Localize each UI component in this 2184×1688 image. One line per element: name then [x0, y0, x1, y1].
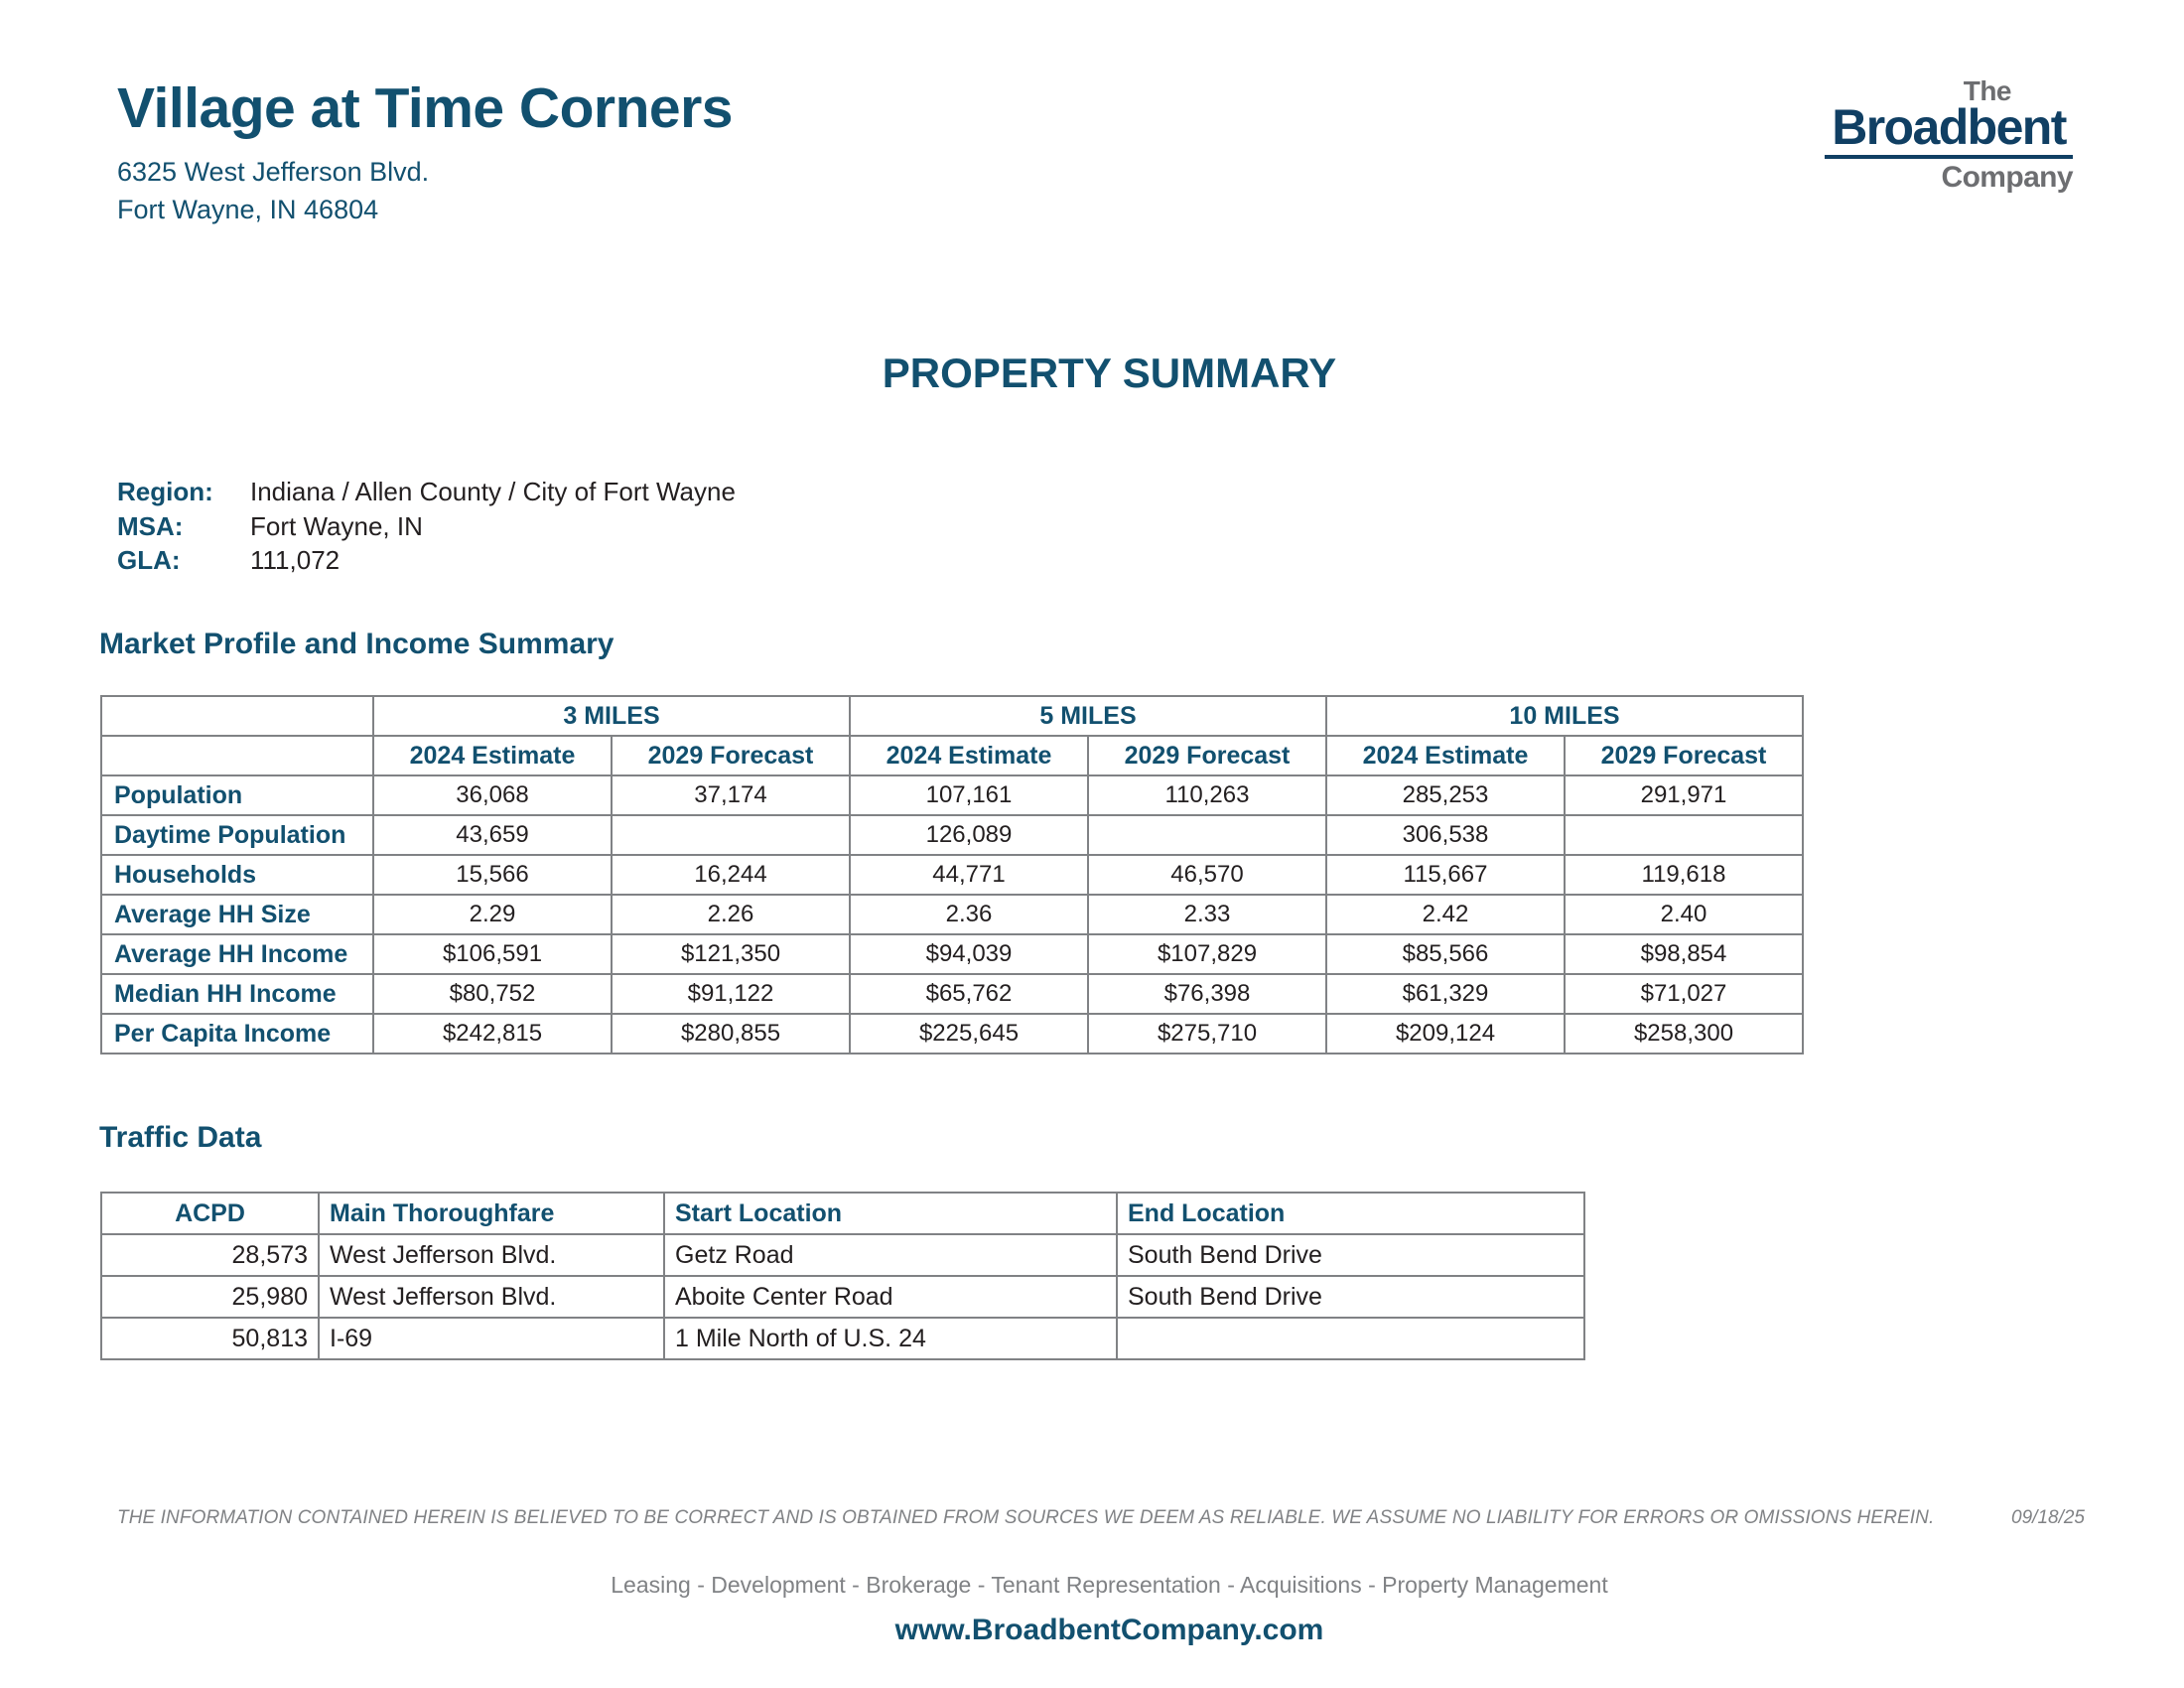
cell-start-location: Aboite Center Road	[664, 1276, 1117, 1318]
cell: 306,538	[1326, 815, 1565, 855]
property-header	[117, 76, 733, 229]
cell: 37,174	[612, 775, 850, 815]
corner-cell-2	[101, 736, 373, 775]
cell	[612, 815, 850, 855]
market-profile-table	[100, 695, 1804, 1055]
row-label-households: Households	[101, 855, 373, 895]
cell: 291,971	[1565, 775, 1803, 815]
property-address-line2: Fort Wayne, IN 46804	[117, 195, 379, 225]
cell: $91,122	[612, 974, 850, 1014]
table-row	[101, 775, 1803, 815]
cell-thoroughfare: I-69	[319, 1318, 664, 1359]
cell-thoroughfare: West Jefferson Blvd.	[319, 1234, 664, 1276]
cell-start-location: 1 Mile North of U.S. 24	[664, 1318, 1117, 1359]
traffic-col-acpd: ACPD	[101, 1193, 319, 1234]
table-group-header-row	[101, 696, 1803, 736]
subheader-10mi-2024: 2024 Estimate	[1326, 736, 1565, 775]
cell: $98,854	[1565, 934, 1803, 974]
market-profile-heading: Market Profile and Income Summary	[99, 628, 614, 660]
cell-acpd: 25,980	[101, 1276, 319, 1318]
traffic-header-row	[101, 1193, 1584, 1234]
cell: $106,591	[373, 934, 612, 974]
traffic-col-thoroughfare: Main Thoroughfare	[319, 1193, 664, 1234]
region-value: Indiana / Allen County / City of Fort Wayne	[250, 477, 736, 506]
cell: $85,566	[1326, 934, 1565, 974]
cell: $76,398	[1088, 974, 1326, 1014]
cell: 2.42	[1326, 895, 1565, 934]
cell: 44,771	[850, 855, 1088, 895]
subheader-3mi-2024: 2024 Estimate	[373, 736, 612, 775]
logo-company-text: Company	[1941, 160, 2073, 194]
cell: 119,618	[1565, 855, 1803, 895]
cell: 2.26	[612, 895, 850, 934]
subheader-5mi-2024: 2024 Estimate	[850, 736, 1088, 775]
cell: 36,068	[373, 775, 612, 815]
table-row	[101, 934, 1803, 974]
cell: $275,710	[1088, 1014, 1326, 1054]
table-row	[101, 974, 1803, 1014]
gla-value: 111,072	[250, 545, 341, 576]
meta-row-gla	[117, 543, 736, 578]
msa-value: Fort Wayne, IN	[250, 510, 423, 541]
table-row	[101, 1276, 1584, 1318]
cell-start-location: Getz Road	[664, 1234, 1117, 1276]
cell: $61,329	[1326, 974, 1565, 1014]
cell-acpd: 50,813	[101, 1318, 319, 1359]
table-row	[101, 1014, 1803, 1054]
logo-broadbent-text: Broadbent	[1825, 101, 2073, 159]
cell: 46,570	[1088, 855, 1326, 895]
row-label-median-hh-income: Median HH Income	[101, 974, 373, 1014]
table-row	[101, 895, 1803, 934]
cell: 285,253	[1326, 775, 1565, 815]
row-label-population: Population	[101, 775, 373, 815]
cell: 107,161	[850, 775, 1088, 815]
broadbent-logo	[1825, 77, 2073, 194]
row-label-average-hh-size: Average HH Size	[101, 895, 373, 934]
cell: $209,124	[1326, 1014, 1565, 1054]
cell: $65,762	[850, 974, 1088, 1014]
cell: $280,855	[612, 1014, 850, 1054]
logo-the-text: The	[1963, 75, 2011, 106]
row-label-daytime-population: Daytime Population	[101, 815, 373, 855]
property-meta	[117, 475, 736, 578]
cell: 115,667	[1326, 855, 1565, 895]
table-row	[101, 1318, 1584, 1359]
region-label: Region:	[117, 477, 213, 506]
cell-acpd: 28,573	[101, 1234, 319, 1276]
msa-label: MSA:	[117, 510, 184, 541]
cell	[1565, 815, 1803, 855]
row-label-per-capita-income: Per Capita Income	[101, 1014, 373, 1054]
group-header-5-miles: 5 MILES	[850, 696, 1326, 736]
cell: 2.33	[1088, 895, 1326, 934]
gla-label: GLA:	[117, 545, 181, 576]
traffic-data-heading: Traffic Data	[99, 1121, 262, 1154]
table-row	[101, 815, 1803, 855]
cell: $94,039	[850, 934, 1088, 974]
table-row	[101, 855, 1803, 895]
corner-cell	[101, 696, 373, 736]
footer-disclaimer: THE INFORMATION CONTAINED HEREIN IS BELIEVED TO BE CORRECT AND IS OBTAINED FROM SOURCES WE DEEM AS RELIABLE. WE ASSUME NO LIABILITY FOR ERRORS OR OMISSIONS HEREIN.	[117, 1507, 1935, 1528]
cell: $258,300	[1565, 1014, 1803, 1054]
cell: $107,829	[1088, 934, 1326, 974]
subheader-10mi-2029: 2029 Forecast	[1565, 736, 1803, 775]
table-row	[101, 1234, 1584, 1276]
cell-end-location: South Bend Drive	[1117, 1234, 1584, 1276]
group-header-3-miles: 3 MILES	[373, 696, 850, 736]
cell: 15,566	[373, 855, 612, 895]
cell: $80,752	[373, 974, 612, 1014]
cell: $225,645	[850, 1014, 1088, 1054]
property-address-line1: 6325 West Jefferson Blvd.	[117, 156, 430, 187]
page-title: PROPERTY SUMMARY	[882, 350, 1337, 396]
cell: 110,263	[1088, 775, 1326, 815]
meta-row-region	[117, 475, 736, 509]
footer-website-link[interactable]: www.BroadbentCompany.com	[894, 1614, 1324, 1646]
cell: $71,027	[1565, 974, 1803, 1014]
subheader-5mi-2029: 2029 Forecast	[1088, 736, 1326, 775]
cell: 16,244	[612, 855, 850, 895]
row-label-average-hh-income: Average HH Income	[101, 934, 373, 974]
cell: $121,350	[612, 934, 850, 974]
cell: 2.29	[373, 895, 612, 934]
group-header-10-miles: 10 MILES	[1326, 696, 1803, 736]
cell-thoroughfare: West Jefferson Blvd.	[319, 1276, 664, 1318]
cell: 126,089	[850, 815, 1088, 855]
footer-date: 09/18/25	[2011, 1507, 2085, 1528]
subheader-3mi-2029: 2029 Forecast	[612, 736, 850, 775]
footer-services: Leasing - Development - Brokerage - Tenant Representation - Acquisitions - Property Management	[611, 1572, 1608, 1598]
cell: 43,659	[373, 815, 612, 855]
traffic-col-end-location: End Location	[1117, 1193, 1584, 1234]
table-subheader-row	[101, 736, 1803, 775]
cell: $242,815	[373, 1014, 612, 1054]
cell	[1088, 815, 1326, 855]
cell: 2.36	[850, 895, 1088, 934]
cell-end-location: South Bend Drive	[1117, 1276, 1584, 1318]
cell: 2.40	[1565, 895, 1803, 934]
traffic-data-table	[100, 1192, 1585, 1360]
meta-row-msa	[117, 509, 736, 544]
cell-end-location	[1117, 1318, 1584, 1359]
property-title: Village at Time Corners	[117, 76, 733, 140]
traffic-col-start-location: Start Location	[664, 1193, 1117, 1234]
